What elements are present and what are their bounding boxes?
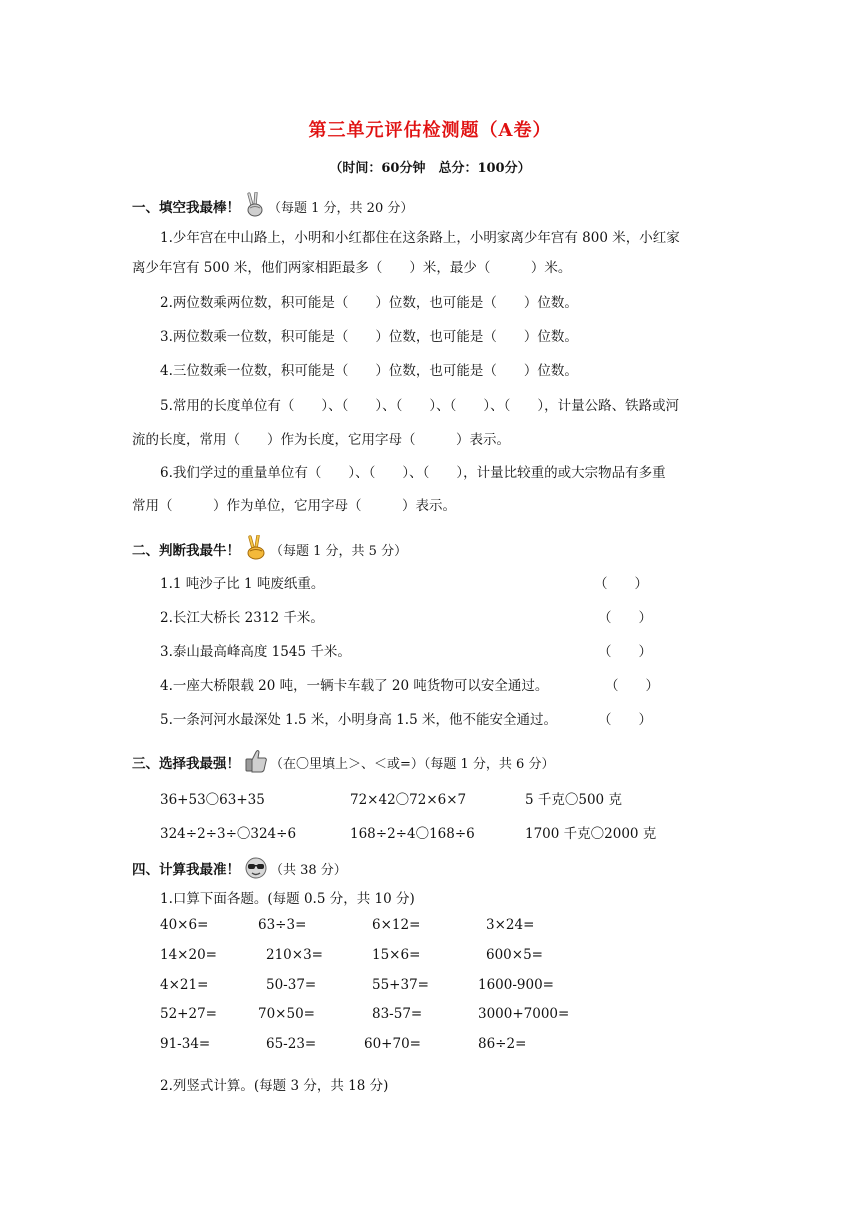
fill-q2: 2.两位数乘两位数，积可能是（ ）位数，也可能是（ ）位数。	[160, 295, 578, 311]
judge-q4-blank: （ ）	[605, 678, 659, 694]
judge-q1: 1.1 吨沙子比 1 吨废纸重。	[160, 576, 325, 592]
fill-q5-line1: 5.常用的长度单位有（ ）、（ ）、（ ）、（ ）、（ ），计量公路、铁路或河	[160, 398, 680, 414]
judge-q5: 5.一条河河水最深处 1.5 米，小明身高 1.5 米，他不能安全通过。	[160, 712, 557, 728]
calc-item: 600×5=	[486, 947, 543, 963]
fill-q5-line2: 流的长度，常用（ ）作为长度，它用字母（ ）表示。	[132, 432, 510, 448]
judge-q1-blank: （ ）	[594, 576, 648, 592]
fill-q1-line2: 离少年宫有 500 米，他们两家相距最多（ ）米，最少（ ）米。	[132, 260, 572, 276]
calc-part2: 2.列竖式计算。(每题 3 分，共 18 分)	[160, 1078, 389, 1094]
calc-item: 1600-900=	[478, 977, 554, 993]
page-title: 第三单元评估检测题（A卷）	[308, 120, 552, 141]
compare-item: 1700 千克〇2000 克	[525, 826, 657, 842]
judge-q4: 4.一座大桥限载 20 吨，一辆卡车载了 20 吨货物可以安全通过。	[160, 678, 549, 694]
victory-hand-icon	[244, 535, 268, 565]
calc-item: 86÷2=	[478, 1036, 527, 1052]
section-heading: 二、判断我最牛！	[132, 543, 240, 559]
calc-item: 70×50=	[258, 1006, 315, 1022]
section-heading: 四、计算我最准！	[132, 862, 240, 878]
calc-item: 15×6=	[372, 947, 421, 963]
victory-hand-icon	[244, 192, 266, 222]
calc-item: 4×21=	[160, 977, 209, 993]
section-4-header	[132, 856, 347, 884]
sunglasses-face-icon	[244, 856, 268, 884]
section-note: （每题 1 分，共 20 分）	[268, 201, 414, 216]
page-subtitle: （时间：60分钟 总分：100分）	[329, 161, 531, 176]
fill-q6-line1: 6.我们学过的重量单位有（ ）、（ ）、（ ），计量比较重的或大宗物品有多重	[160, 465, 666, 481]
calc-item: 210×3=	[266, 947, 323, 963]
compare-item: 324÷2÷3÷〇324÷6	[160, 826, 297, 842]
calc-item: 6×12=	[372, 917, 421, 933]
judge-q2-blank: （ ）	[598, 610, 652, 626]
calc-item: 40×6=	[160, 917, 209, 933]
calc-item: 83-57=	[372, 1006, 423, 1022]
calc-item: 52+27=	[160, 1006, 217, 1022]
judge-q5-blank: （ ）	[598, 712, 652, 728]
calc-item: 3×24=	[486, 917, 535, 933]
calc-item: 65-23=	[266, 1036, 317, 1052]
compare-item: 5 千克〇500 克	[525, 792, 622, 808]
section-note: （每题 1 分，共 5 分）	[270, 544, 408, 559]
calc-item: 91-34=	[160, 1036, 211, 1052]
fill-q6-line2: 常用（ ）作为单位，它用字母（ ）表示。	[132, 498, 456, 514]
section-heading: 一、填空我最棒！	[132, 200, 240, 216]
thumbs-up-icon	[244, 748, 268, 778]
fill-q3: 3.两位数乘一位数，积可能是（ ）位数，也可能是（ ）位数。	[160, 329, 578, 345]
compare-item: 36+53〇63+35	[160, 792, 265, 808]
calc-item: 50-37=	[266, 977, 317, 993]
judge-q3: 3.泰山最高峰高度 1545 千米。	[160, 644, 351, 660]
calc-item: 3000+7000=	[478, 1006, 570, 1022]
calc-item: 60+70=	[364, 1036, 421, 1052]
compare-item: 72×42〇72×6×7	[350, 792, 467, 808]
section-note: （在〇里填上＞、＜或=）（每题 1 分，共 6 分）	[270, 757, 555, 772]
calc-item: 14×20=	[160, 947, 217, 963]
judge-q2: 2.长江大桥长 2312 千米。	[160, 610, 324, 626]
section-2-header	[132, 535, 407, 565]
compare-item: 168÷2÷4〇168÷6	[350, 826, 475, 842]
section-note: （共 38 分）	[270, 863, 347, 878]
judge-q3-blank: （ ）	[598, 644, 652, 660]
section-1-header	[132, 192, 413, 222]
fill-q4: 4.三位数乘一位数，积可能是（ ）位数，也可能是（ ）位数。	[160, 363, 578, 379]
calc-item: 63÷3=	[258, 917, 307, 933]
section-3-header	[132, 748, 554, 778]
calc-item: 55+37=	[372, 977, 429, 993]
calc-part1: 1.口算下面各题。(每题 0.5 分，共 10 分)	[160, 891, 415, 907]
fill-q1-line1: 1.少年宫在中山路上，小明和小红都住在这条路上，小明家离少年宫有 800 米，小红家	[160, 230, 680, 246]
section-heading: 三、选择我最强！	[132, 756, 240, 772]
